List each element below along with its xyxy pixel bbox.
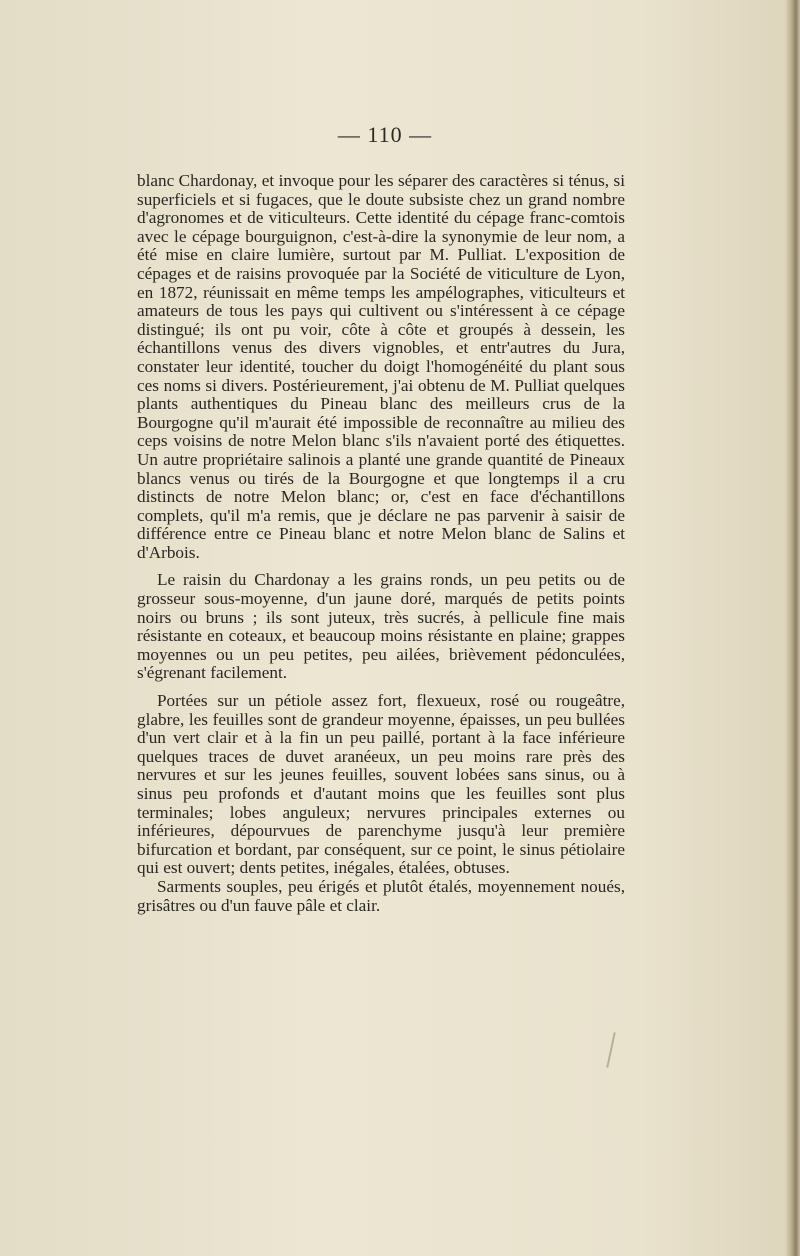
page-number: — 110 — bbox=[337, 122, 433, 147]
page-edge bbox=[786, 0, 800, 1256]
paragraph-2: Le raisin du Chardonay a les grains ronds, un peu petits ou de grosseur sous-moyenne, d'un jaune doré, marqués de petits points noirs ou bruns ; ils sont juteux, très sucrés, à pellicule fine mais résistante en coteaux, et beaucoup moins résistante en plaine; grappes moyennes ou un peu petites, peu ailées, brièvement pédonculées, s'égrenant facilement. bbox=[137, 570, 625, 683]
paragraph-3: Portées sur un pétiole assez fort, flexueux, rosé ou rougeâtre, glabre, les feuilles sont de grandeur moyenne, épaisses, un peu bullées d'un vert clair et à la fin un peu paillé, portant à la face inférieure quelques traces de duvet aranéeux, un peu moins rare près des nervures et sur les jeunes feuilles, souvent lobées sans sinus, ou à sinus peu profonds et d'autant moins que les feuilles sont plus terminales; lobes anguleux; nervures principales externes ou inférieures, dépourvues de parenchyme jusqu'à leur première bifurcation et bordant, par conséquent, sur ce point, le sinus pétiolaire qui est ouvert; dents petites, inégales, étalées, obtuses. bbox=[137, 691, 625, 878]
body-text bbox=[137, 172, 625, 915]
paper-mark bbox=[606, 1032, 615, 1068]
paragraph-1: blanc Chardonay, et invoque pour les séparer des caractères si ténus, si superficiels et si fugaces, que le doute subsiste chez un grand nombre d'agronomes et de viticulteurs. Cette identité du cépage franc-comtois avec le cépage bourguignon, c'est-à-dire la synonymie de leur nom, a été mise en claire lumière, surtout par M. Pulliat. L'exposition de cépages et de raisins provoquée par la Société de viticulture de Lyon, en 1872, réunissait en même temps les ampélographes, viticulteurs et amateurs de tous les pays qui cultivent ou s'intéressent à ce cépage distingué; ils ont pu voir, côte à côte et groupés à dessein, les échantillons venus des divers vignobles, et entr'autres du Jura, constater leur identité, toucher du doigt l'homogénéité du plant sous ces noms si divers. Postérieurement, j'ai obtenu de M. Pulliat quelques plants authentiques du Pineau blanc des meilleurs crus de la Bourgogne qu'il m'aurait été impossible de reconnaître au milieu des ceps voisins de notre Melon blanc s'ils n'avaient porté des étiquettes. Un autre propriétaire salinois a planté une grande quantité de Pineaux blancs venus ou tirés de la Bourgogne et que longtemps il a cru distincts de notre Melon blanc; or, c'est en face d'échantillons complets, qu'il m'a remis, que je déclare ne pas parvenir à saisir de différence entre ce Pineau blanc et notre Melon blanc de Salins et d'Arbois. bbox=[137, 171, 625, 562]
paragraph-4: Sarments souples, peu érigés et plutôt étalés, moyennement noués, grisâtres ou d'un fauve pâle et clair. bbox=[137, 876, 625, 915]
